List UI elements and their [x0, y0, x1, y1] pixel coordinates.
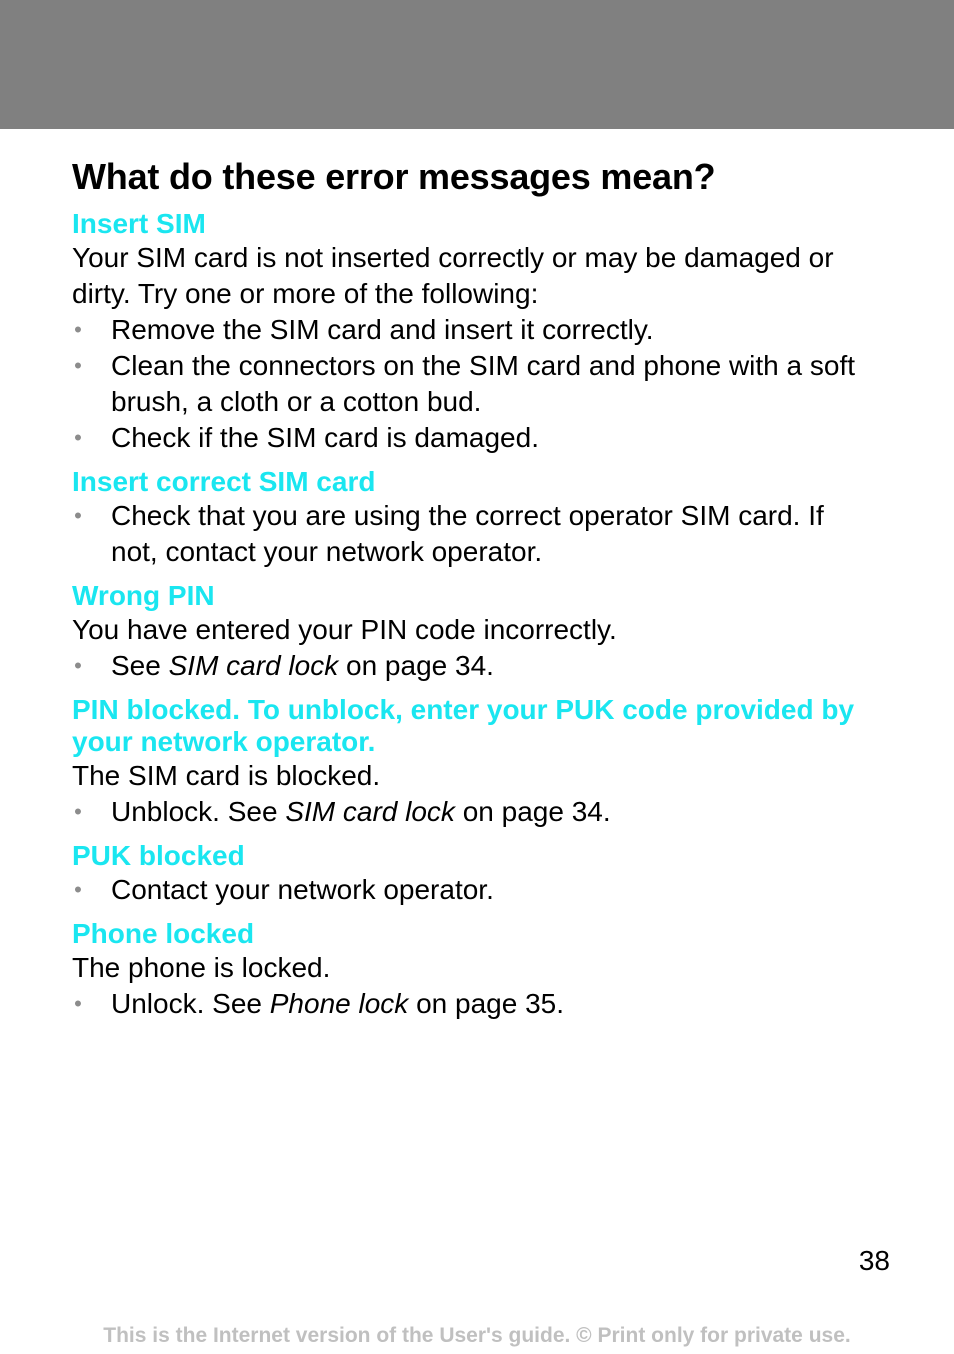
bullet-icon: •: [74, 317, 82, 342]
bullet-item: [72, 648, 872, 684]
error-section: [72, 918, 872, 1022]
section-heading: PIN blocked. To unblock, enter your PUK code provided by your network operator.: [72, 694, 855, 757]
section-heading: PUK blocked: [72, 840, 245, 871]
cross-reference: Phone lock: [269, 988, 409, 1019]
bullet-text-suffix: on page 34.: [338, 650, 494, 681]
bullet-item: [72, 872, 872, 908]
bullet-icon: •: [74, 799, 82, 824]
bullet-list: [72, 648, 872, 684]
section-body: The SIM card is blocked.: [72, 760, 381, 791]
section-body: You have entered your PIN code incorrectly.: [72, 614, 617, 645]
page-number: 38: [858, 1245, 890, 1276]
page-title: What do these error messages mean?: [72, 156, 716, 197]
bullet-item: [72, 498, 872, 570]
section-body: The phone is locked.: [72, 952, 331, 983]
bullet-icon: •: [74, 877, 82, 902]
bullet-item: [72, 794, 872, 830]
bullet-text: Remove the SIM card and insert it correctly.: [111, 314, 654, 345]
cross-reference: SIM card lock: [168, 650, 339, 681]
bullet-text: Contact your network operator.: [111, 874, 494, 905]
error-section: [72, 694, 872, 830]
bullet-item: [72, 348, 872, 420]
section-heading: Insert correct SIM card: [72, 466, 376, 497]
sections-container: [72, 208, 872, 1022]
bullet-item: [72, 420, 872, 456]
bullet-list: [72, 986, 872, 1022]
section-body: Your SIM card is not inserted correctly or may be damaged or dirty. Try one or more of the following:: [72, 242, 834, 309]
bullet-text: See: [111, 650, 169, 681]
section-heading: Wrong PIN: [72, 580, 215, 611]
bullet-list: [72, 312, 872, 456]
bullet-text-suffix: on page 34.: [454, 796, 611, 827]
bullet-icon: •: [74, 503, 82, 528]
bullet-text: Unlock. See: [111, 988, 270, 1019]
bullet-text-suffix: on page 35.: [408, 988, 564, 1019]
error-section: [72, 208, 872, 456]
top-banner: [0, 0, 954, 129]
bullet-text: Check if the SIM card is damaged.: [111, 422, 539, 453]
bullet-list: [72, 794, 872, 830]
footer-note: This is the Internet version of the User's guide. © Print only for private use.: [103, 1324, 851, 1347]
bullet-item: [72, 986, 872, 1022]
bullet-text: Clean the connectors on the SIM card and phone with a soft brush, a cloth or a cotton bud.: [111, 350, 856, 417]
bullet-icon: •: [74, 425, 82, 450]
bullet-list: [72, 498, 872, 570]
bullet-text: Unblock. See: [111, 796, 286, 827]
error-section: [72, 466, 872, 570]
bullet-icon: •: [74, 353, 82, 378]
error-section: [72, 840, 872, 908]
bullet-list: [72, 872, 872, 908]
section-heading: Phone locked: [72, 918, 255, 949]
bullet-item: [72, 312, 872, 348]
page-content: [72, 152, 872, 1032]
bullet-icon: •: [74, 653, 82, 678]
cross-reference: SIM card lock: [285, 796, 455, 827]
section-heading: Insert SIM: [72, 208, 206, 239]
bullet-text: Check that you are using the correct operator SIM card. If not, contact your network operator.: [111, 500, 824, 567]
bullet-icon: •: [74, 991, 82, 1016]
error-section: [72, 580, 872, 684]
